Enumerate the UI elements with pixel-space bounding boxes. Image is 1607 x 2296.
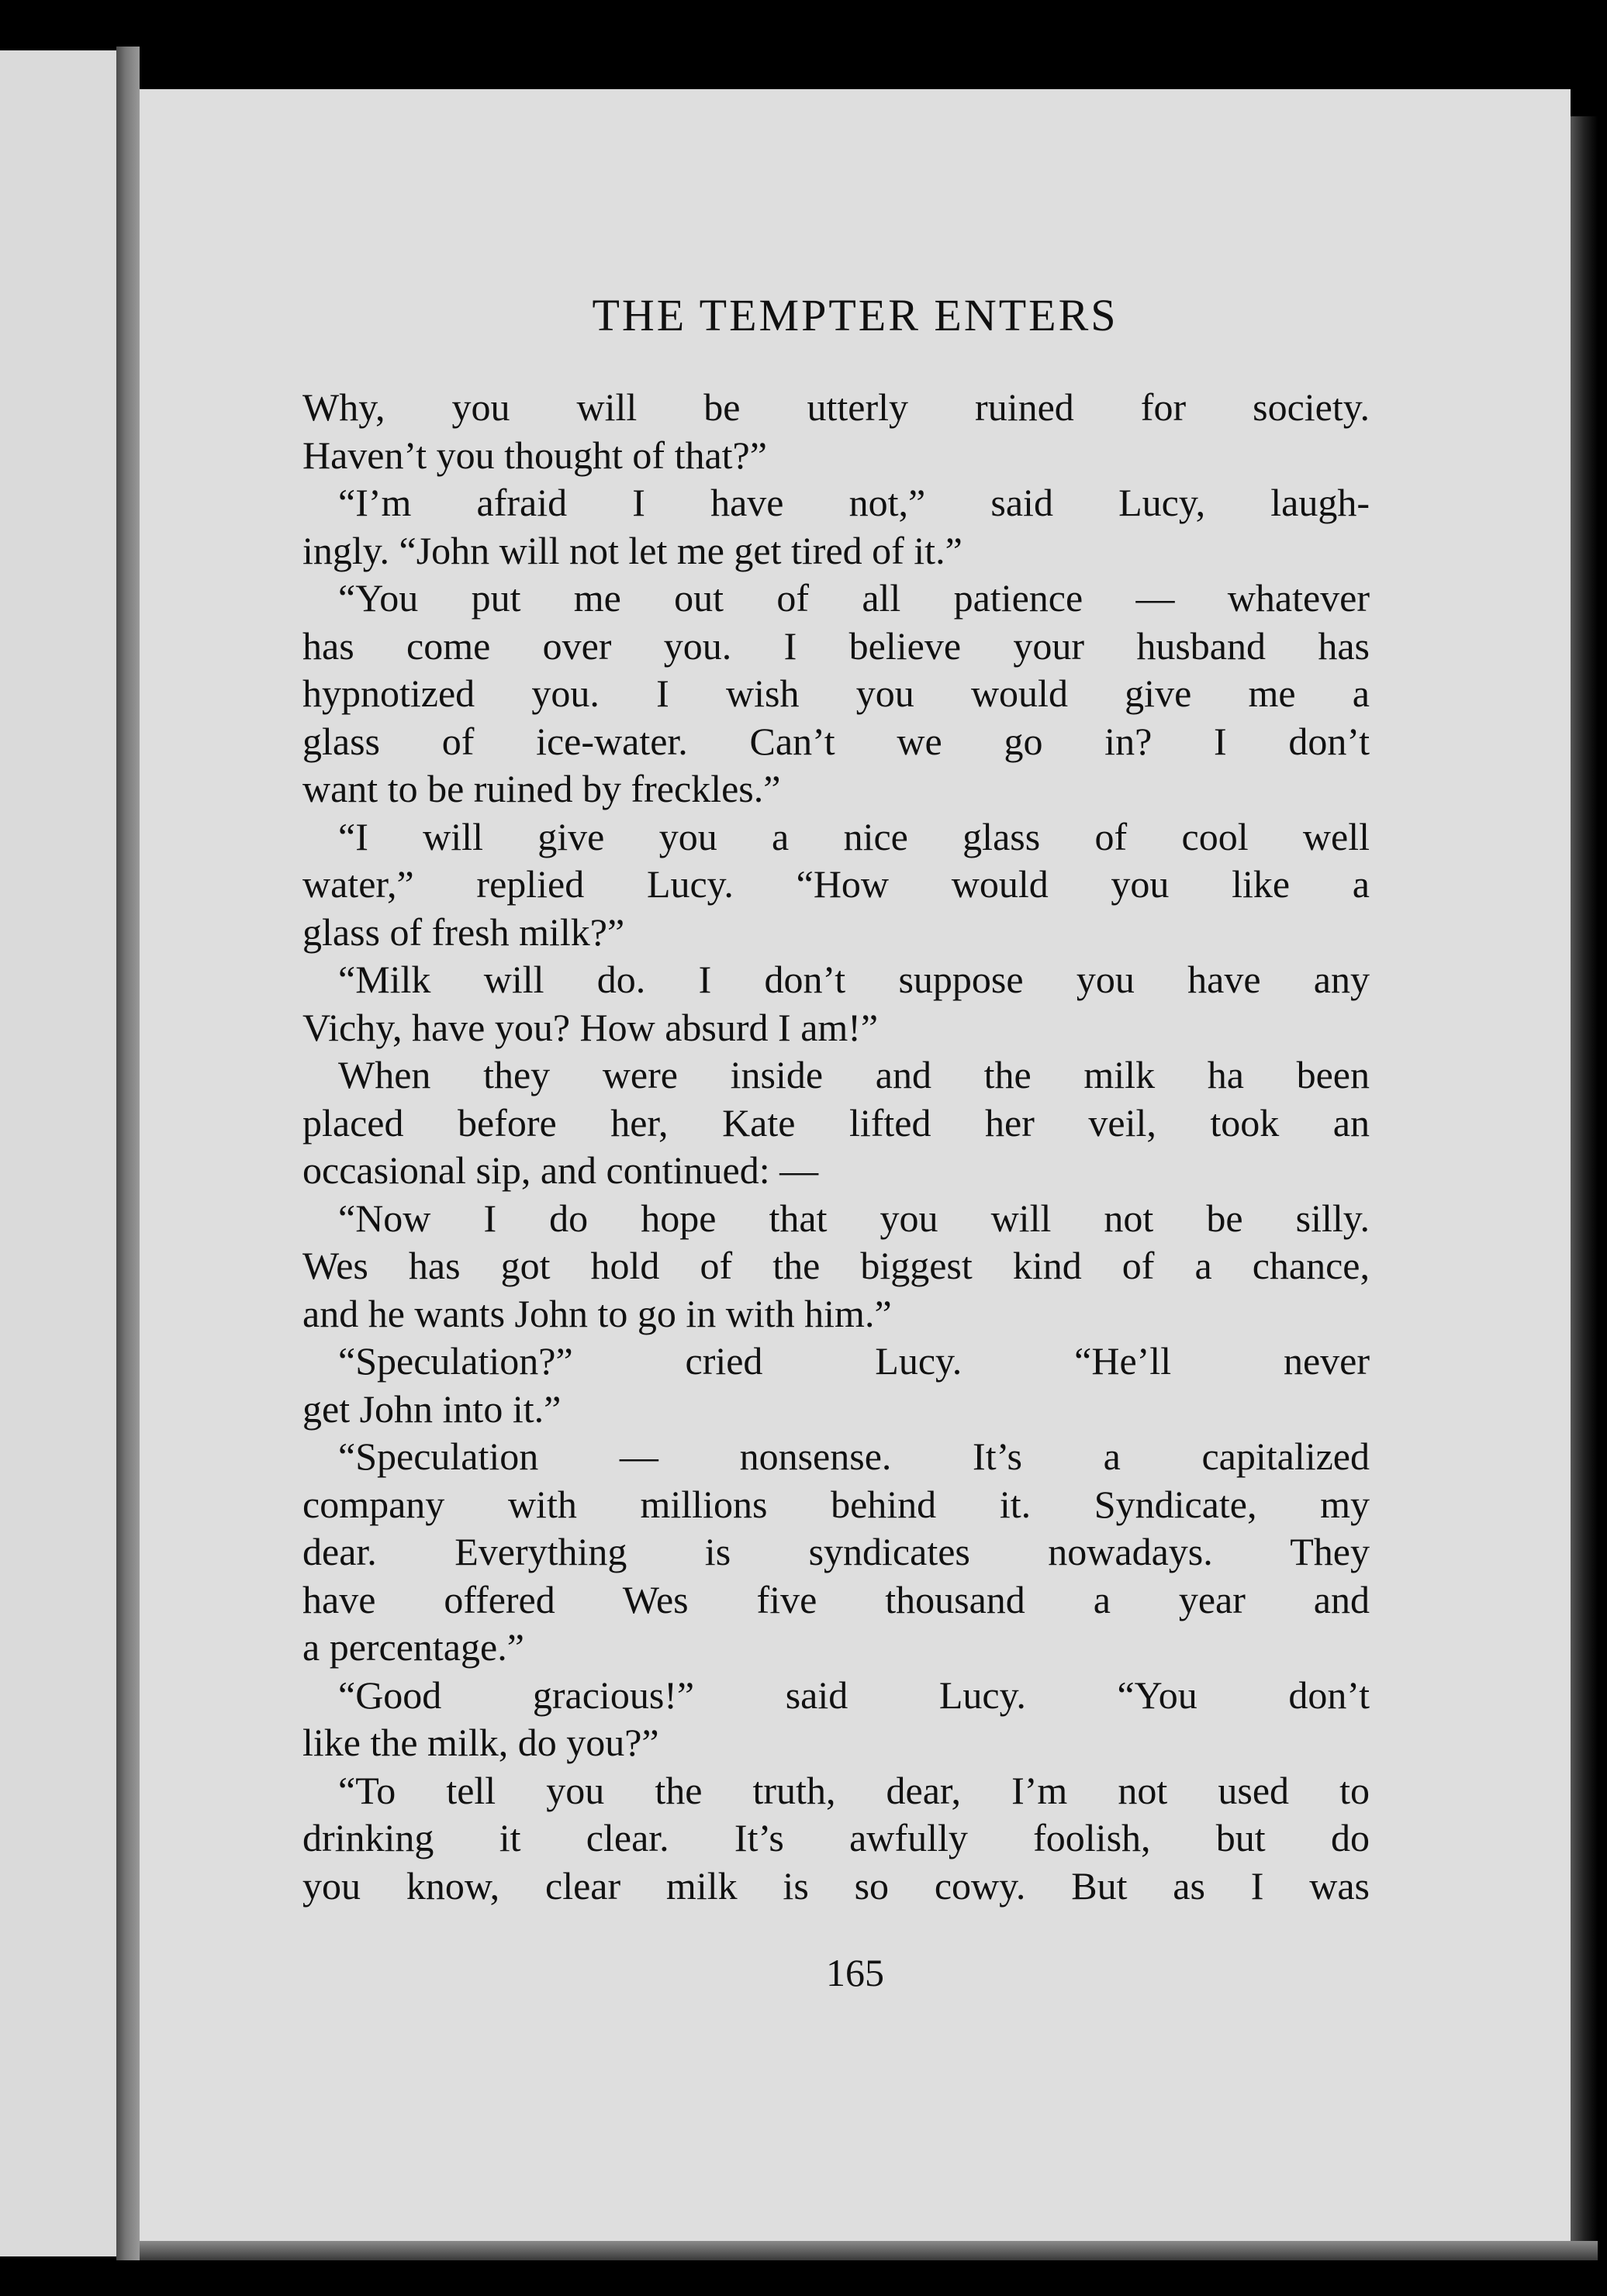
- text-line: get John into it.”: [302, 1386, 562, 1431]
- text-line: like the milk, do you?”: [302, 1721, 659, 1764]
- text-line: ingly. “John will not let me get tired of it.”: [302, 528, 962, 572]
- text-line: a percentage.”: [302, 1625, 524, 1669]
- text-line: and he wants John to go in with him.”: [302, 1291, 892, 1335]
- book-page: [140, 89, 1571, 2241]
- text-line: you know, clear milk is so cowy. But as I was: [302, 1863, 1370, 1908]
- text-line: company with millions behind it. Syndicate, my: [302, 1482, 1370, 1526]
- text-line: placed before her, Kate lifted her veil, took an: [302, 1100, 1370, 1145]
- text-line: “You put me out of all patience — whatever: [338, 576, 1370, 620]
- text-line: “Speculation?” cried Lucy. “He’ll never: [338, 1339, 1370, 1383]
- text-line: Vichy, have you? How absurd I am!”: [302, 1005, 879, 1049]
- page-number: 165: [826, 1951, 884, 1994]
- text-line: water,” replied Lucy. “How would you like a: [302, 862, 1370, 906]
- text-line: “I’m afraid I have not,” said Lucy, laugh-: [338, 481, 1370, 524]
- running-head: THE TEMPTER ENTERS: [592, 290, 1118, 340]
- text-line: “To tell you the truth, dear, I’m not used to: [338, 1768, 1370, 1812]
- text-line: dear. Everything is syndicates nowadays. They: [302, 1530, 1370, 1573]
- text-line: drinking it clear. It’s awfully foolish, but do: [302, 1816, 1370, 1859]
- text-line: When they were inside and the milk ha been: [338, 1053, 1370, 1096]
- page-bottom-edge: [140, 2241, 1598, 2260]
- text-line: “Good gracious!” said Lucy. “You don’t: [338, 1673, 1370, 1717]
- text-line: glass of ice-water. Can’t we go in? I don’t: [302, 719, 1370, 763]
- text-line: glass of fresh milk?”: [302, 910, 625, 954]
- text-line: hypnotized you. I wish you would give me a: [302, 672, 1370, 715]
- text-line: “Speculation — nonsense. It’s a capitalized: [338, 1435, 1370, 1478]
- text-line: Wes has got hold of the biggest kind of a chance,: [302, 1244, 1370, 1287]
- text-line: has come over you. I believe your husband has: [302, 623, 1370, 668]
- text-line: Haven’t you thought of that?”: [302, 433, 767, 477]
- text-line: “Now I do hope that you will not be silly.: [338, 1196, 1370, 1240]
- text-line: want to be ruined by freckles.”: [302, 767, 781, 810]
- text-line: “Milk will do. I don’t suppose you have any: [338, 958, 1370, 1001]
- text-line: occasional sip, and continued: —: [302, 1148, 819, 1192]
- book-gutter: [116, 47, 140, 2260]
- text-line: have offered Wes five thousand a year and: [302, 1577, 1370, 1621]
- text-line: “I will give you a nice glass of cool well: [338, 814, 1370, 858]
- page-stack-edge: [1571, 116, 1598, 2256]
- facing-page-edge: [0, 50, 116, 2256]
- body-text: [302, 384, 1370, 1910]
- text-line: Why, you will be utterly ruined for society.: [302, 385, 1370, 429]
